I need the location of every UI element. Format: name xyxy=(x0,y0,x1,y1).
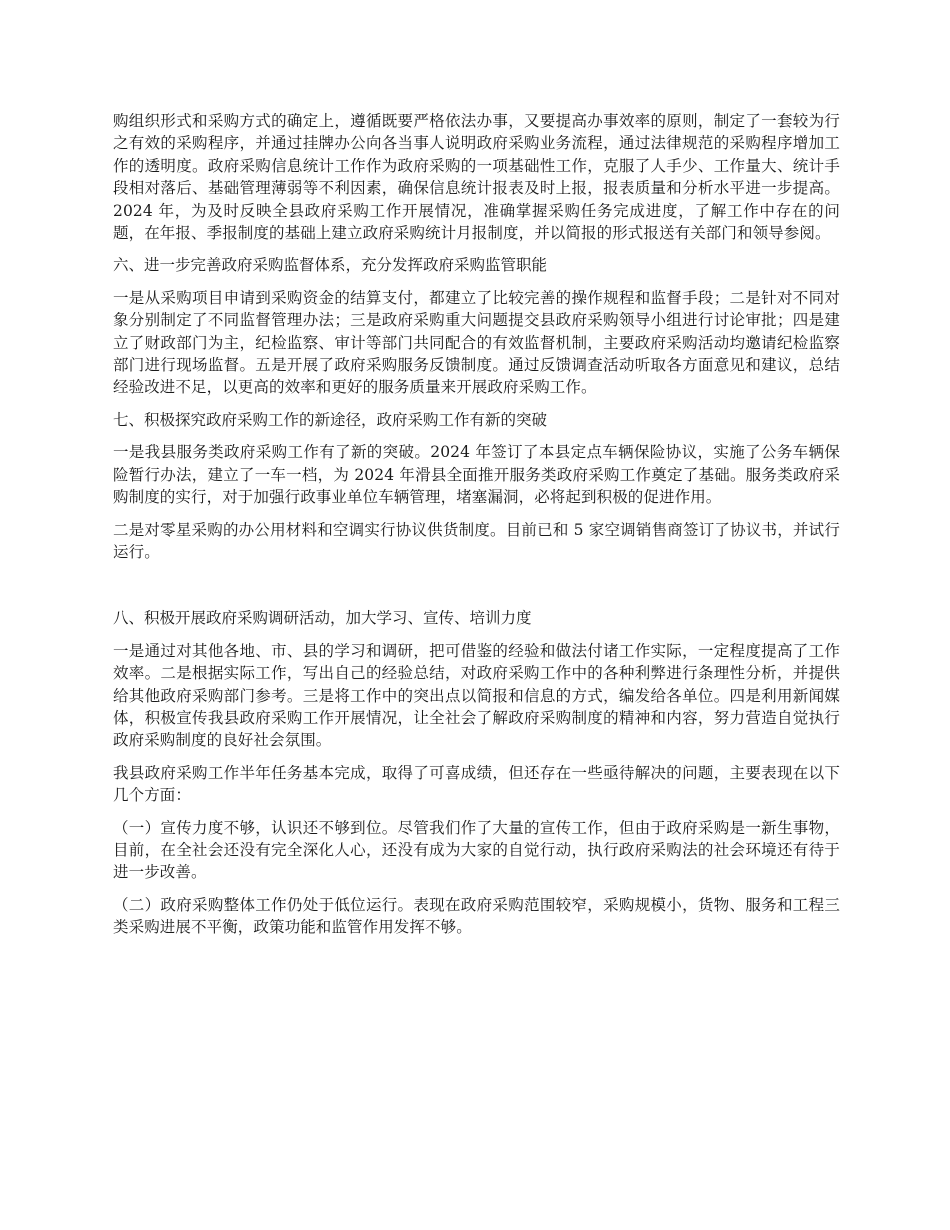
paragraph-problems-intro: 我县政府采购工作半年任务基本完成，取得了可喜成绩，但还存在一些亟待解决的问题，主要表现在以下几个方面： xyxy=(113,763,840,805)
paragraph-procurement-procedures: 购组织形式和采购方式的确定上，遵循既要严格依法办事，又要提高办事效率的原则，制定了一套较为行之有效的采购程序，并通过挂牌办公向各当事人说明政府采购业务流程，通过法律规范的采购程序增加工作的透明度。政府采购信息统计工作作为政府采购的一项基础性工作，克服了人手少、工作量大、统计手段相对落后、基础管理薄弱等不利因素，确保信息统计报表及时上报，报表质量和分析水平进一步提高。2024 年，为及时反映全县政府采购工作开展情况，准确掌握采购任务完成进度，了解工作中存在的问题，在年报、季报制度的基础上建立政府采购统计月报制度，并以简报的形式报送有关部门和领导参阅。 xyxy=(113,112,840,243)
paragraph-supervision-system: 一是从采购项目申请到采购资金的结算支付，都建立了比较完善的操作规程和监督手段；二是针对不同对象分别制定了不同监督管理办法；三是政府采购重大问题提交县政府采购领导小组进行讨论审批；四是建立了财政部门为主，纪检监察、审计等部门共同配合的有效监督机制，主要政府采购活动均邀请纪检监察部门进行现场监督。五是开展了政府采购服务反馈制度。通过反馈调查活动听取各方面意见和建议，总结经验改进不足，以更高的效率和更好的服务质量来开展政府采购工作。 xyxy=(113,288,840,397)
section-heading-8: 八、积极开展政府采购调研活动，加大学习、宣传、培训力度 xyxy=(113,609,532,628)
section-heading-6: 六、进一步完善政府采购监督体系，充分发挥政府采购监管职能 xyxy=(113,256,548,275)
blank-gap xyxy=(113,573,840,607)
paragraph-problem-2: （二）政府采购整体工作仍处于低位运行。表现在政府采购范围较窄，采购规模小，货物、服务和工程三类采购进展不平衡，政策功能和监管作用发挥不够。 xyxy=(113,895,840,937)
paragraph-research-training: 一是通过对其他各地、市、县的学习和调研，把可借鉴的经验和做法付诸工作实际，一定程度提高了工作效率。二是根据实际工作，写出自己的经验总结，对政府采购工作中的各种利弊进行条理性分析，并提供给其他政府采购部门参考。三是将工作中的突出点以简报和信息的方式，编发给各单位。四是利用新闻媒体，积极宣传我县政府采购工作开展情况，让全社会了解政府采购制度的精神和内容，努力营造自觉执行政府采购制度的良好社会氛围。 xyxy=(113,641,840,750)
section-heading-7: 七、积极探究政府采购工作的新途径，政府采购工作有新的突破 xyxy=(113,410,548,429)
document-body xyxy=(113,110,840,949)
paragraph-service-procurement: 一是我县服务类政府采购工作有了新的突破。2024 年签订了本县定点车辆保险协议，实施了公务车辆保险暂行办法，建立了一车一档，为 2024 年滑县全面推开服务类政府采购工作奠定了基础。服务类政府采购制度的实行，对于加强行政事业单位车辆管理，堵塞漏洞，必将起到积极的促进作用。 xyxy=(113,443,840,507)
paragraph-problem-1: （一）宣传力度不够，认识还不够到位。尽管我们作了大量的宣传工作，但由于政府采购是一新生事物，目前，在全社会还没有完全深化人心，还没有成为大家的自觉行动，执行政府采购法的社会环境还有待于进一步改善。 xyxy=(113,818,840,882)
paragraph-agreement-supply: 二是对零星采购的办公用材料和空调实行协议供货制度。目前已和 5 家空调销售商签订了协议书，并试行运行。 xyxy=(113,520,840,561)
